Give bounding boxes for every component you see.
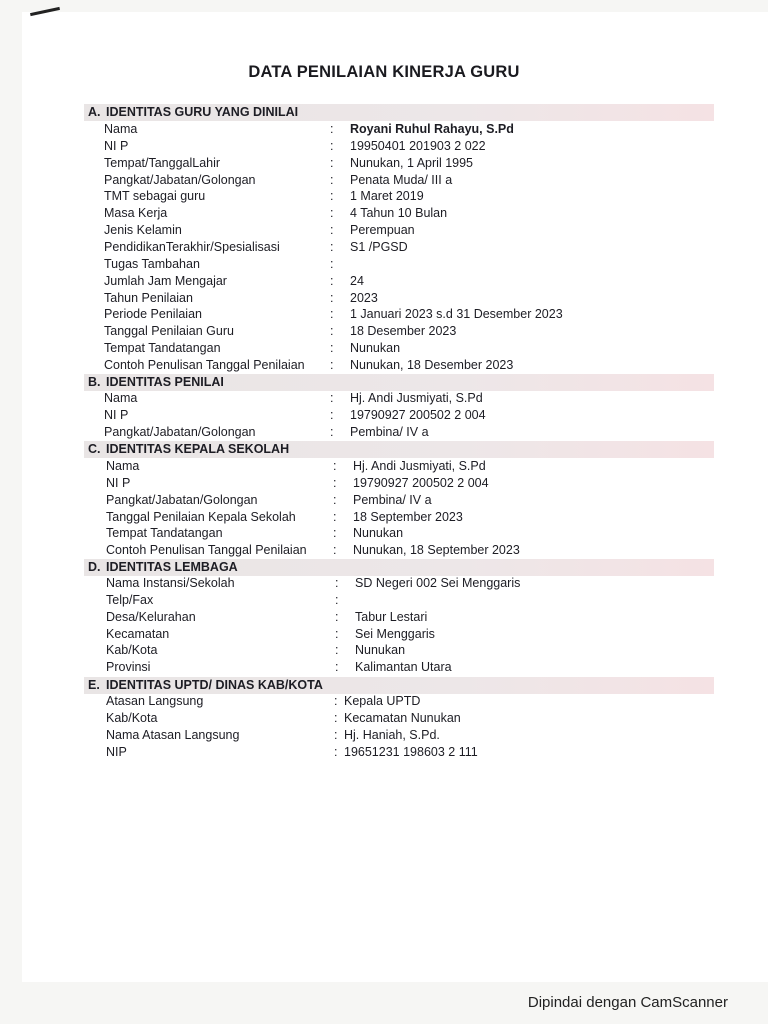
field-label: Tempat/TanggalLahir [104, 155, 221, 170]
field-value: 24 [350, 273, 364, 288]
section-letter: C. [88, 442, 101, 456]
field-label: Tanggal Penilaian Kepala Sekolah [106, 509, 296, 524]
field-label: Periode Penilaian [104, 307, 202, 322]
field-label: Atasan Langsung [106, 694, 204, 708]
field-row [104, 139, 724, 155]
field-row [106, 711, 726, 727]
section-title: IDENTITAS GURU YANG DINILAI [106, 105, 299, 119]
field-label: Pangkat/Jabatan/Golongan [104, 424, 256, 439]
section-header [84, 559, 714, 576]
section-title: IDENTITAS UPTD/ DINAS KAB/KOTA [106, 678, 323, 692]
field-value: S1 /PGSD [350, 239, 408, 254]
field-row [104, 240, 724, 256]
field-row [104, 291, 724, 307]
field-row [106, 627, 726, 643]
field-value: Pembina/ IV a [353, 492, 432, 507]
section-letter: B. [88, 375, 101, 389]
field-separator: : [335, 643, 339, 658]
field-separator: : [335, 609, 339, 624]
field-separator: : [330, 256, 334, 271]
field-separator: : [330, 122, 334, 136]
section-title: IDENTITAS PENILAI [106, 375, 224, 389]
field-separator: : [330, 239, 334, 254]
field-value: Sei Menggaris [355, 626, 435, 641]
field-separator: : [333, 459, 337, 473]
field-label: Tanggal Penilaian Guru [104, 324, 234, 339]
field-label: Nama Atasan Langsung [106, 727, 240, 742]
field-label: Tahun Penilaian [104, 290, 193, 305]
field-row [106, 526, 726, 542]
field-separator: : [330, 223, 334, 238]
field-separator: : [330, 324, 334, 339]
field-row [104, 425, 724, 441]
field-label: Contoh Penulisan Tanggal Penilaian [106, 543, 307, 558]
field-separator: : [330, 391, 334, 405]
field-separator: : [330, 273, 334, 288]
field-separator: : [330, 138, 334, 153]
field-separator: : [335, 592, 339, 607]
field-label: Provinsi [106, 660, 151, 675]
field-label: Nama Instansi/Sekolah [106, 576, 235, 590]
field-separator: : [330, 155, 334, 170]
field-separator: : [335, 576, 339, 590]
field-row [106, 745, 726, 761]
field-row [106, 459, 726, 475]
field-label: Nama [106, 459, 140, 473]
field-row [104, 257, 724, 273]
field-row [104, 358, 724, 374]
field-label: Masa Kerja [104, 206, 168, 221]
field-separator: : [330, 424, 334, 439]
section-title: IDENTITAS LEMBAGA [106, 560, 238, 574]
field-value: 19790927 200502 2 004 [350, 407, 486, 422]
field-row [106, 510, 726, 526]
field-row [106, 576, 726, 592]
field-value: Nunukan, 18 September 2023 [353, 543, 520, 558]
section-title: IDENTITAS KEPALA SEKOLAH [106, 442, 290, 456]
field-label: Desa/Kelurahan [106, 609, 196, 624]
field-value: 19651231 198603 2 111 [344, 744, 478, 759]
section-header [84, 441, 714, 458]
field-separator: : [330, 357, 334, 372]
field-separator: : [335, 626, 339, 641]
field-separator: : [334, 710, 338, 725]
field-separator: : [330, 290, 334, 305]
field-label: Kab/Kota [106, 710, 158, 725]
field-value: Nunukan, 18 Desember 2023 [350, 357, 514, 372]
field-label: PendidikanTerakhir/Spesialisasi [104, 239, 280, 254]
field-row [106, 610, 726, 626]
field-label: Jumlah Jam Mengajar [104, 273, 227, 288]
field-label: Tempat Tandatangan [106, 526, 223, 541]
field-separator: : [333, 526, 337, 541]
field-value: Hj. Andi Jusmiyati, S.Pd [353, 459, 486, 473]
field-label: Jenis Kelamin [104, 223, 182, 238]
field-value: Nunukan [350, 341, 401, 356]
field-row [104, 307, 724, 323]
field-value: 18 September 2023 [353, 509, 463, 524]
field-separator: : [334, 694, 338, 708]
field-label: NI P [104, 138, 129, 153]
field-separator: : [330, 307, 334, 322]
section-letter: E. [88, 678, 100, 692]
camscanner-watermark: Dipindai dengan CamScanner [527, 994, 728, 1011]
field-value: Penata Muda/ III a [350, 172, 453, 187]
field-separator: : [330, 407, 334, 422]
section-header [84, 677, 714, 694]
field-value: Tabur Lestari [355, 609, 428, 624]
field-separator: : [330, 341, 334, 356]
field-separator: : [333, 492, 337, 507]
field-value: Nunukan, 1 April 1995 [350, 155, 474, 170]
field-label: Telp/Fax [106, 592, 154, 607]
section-header [84, 104, 714, 121]
field-separator: : [334, 727, 338, 742]
field-value: 19790927 200502 2 004 [353, 475, 489, 490]
field-value: Nunukan [355, 643, 406, 658]
field-value: Perempuan [350, 223, 415, 238]
field-row [106, 660, 726, 676]
field-label: NIP [106, 744, 127, 759]
field-row [104, 173, 724, 189]
section-letter: A. [88, 105, 101, 119]
field-separator: : [333, 509, 337, 524]
field-label: TMT sebagai guru [104, 189, 206, 204]
field-row [104, 391, 724, 407]
field-value: Hj. Andi Jusmiyati, S.Pd [350, 391, 483, 405]
field-separator: : [335, 660, 339, 675]
field-label: Tugas Tambahan [104, 256, 200, 271]
document-title: DATA PENILAIAN KINERJA GURU [248, 63, 520, 81]
field-value: 19950401 201903 2 022 [350, 138, 486, 153]
field-row [106, 493, 726, 509]
field-separator: : [333, 475, 337, 490]
field-row [104, 341, 724, 357]
field-value: Kepala UPTD [344, 694, 421, 708]
field-label: Pangkat/Jabatan/Golongan [106, 492, 258, 507]
field-row [106, 643, 726, 659]
field-row [106, 728, 726, 744]
field-label: Pangkat/Jabatan/Golongan [104, 172, 256, 187]
field-separator: : [333, 543, 337, 558]
field-value: 2023 [350, 290, 378, 305]
field-row [104, 206, 724, 222]
field-value: Nunukan [353, 526, 404, 541]
field-label: Kecamatan [106, 626, 170, 641]
field-row [106, 543, 726, 559]
field-row [104, 408, 724, 424]
field-separator: : [330, 206, 334, 221]
field-row [104, 189, 724, 205]
field-value: SD Negeri 002 Sei Menggaris [355, 576, 521, 590]
field-value: Royani Ruhul Rahayu, S.Pd [350, 122, 514, 136]
field-label: NI P [106, 475, 131, 490]
field-separator: : [330, 189, 334, 204]
field-label: Nama [104, 122, 138, 136]
field-value: Hj. Haniah, S.Pd. [344, 727, 440, 742]
field-separator: : [330, 172, 334, 187]
section-header [84, 374, 714, 391]
field-separator: : [334, 744, 338, 759]
field-row [104, 324, 724, 340]
field-value: Kecamatan Nunukan [344, 710, 461, 725]
field-value: Kalimantan Utara [355, 660, 452, 675]
field-row [106, 694, 726, 710]
field-label: Tempat Tandatangan [104, 341, 221, 356]
field-value: Pembina/ IV a [350, 424, 429, 439]
field-row [106, 476, 726, 492]
field-row [104, 274, 724, 290]
field-label: Contoh Penulisan Tanggal Penilaian [104, 357, 305, 372]
field-label: Kab/Kota [106, 643, 158, 658]
section-letter: D. [88, 560, 101, 574]
field-row [104, 122, 724, 138]
field-row [104, 156, 724, 172]
field-row [106, 593, 726, 609]
field-value: 1 Januari 2023 s.d 31 Desember 2023 [350, 307, 563, 322]
field-label: NI P [104, 407, 129, 422]
field-value: 1 Maret 2019 [350, 189, 424, 204]
field-label: Nama [104, 391, 138, 405]
field-value: 18 Desember 2023 [350, 324, 457, 339]
field-value: 4 Tahun 10 Bulan [350, 206, 448, 221]
field-row [104, 223, 724, 239]
